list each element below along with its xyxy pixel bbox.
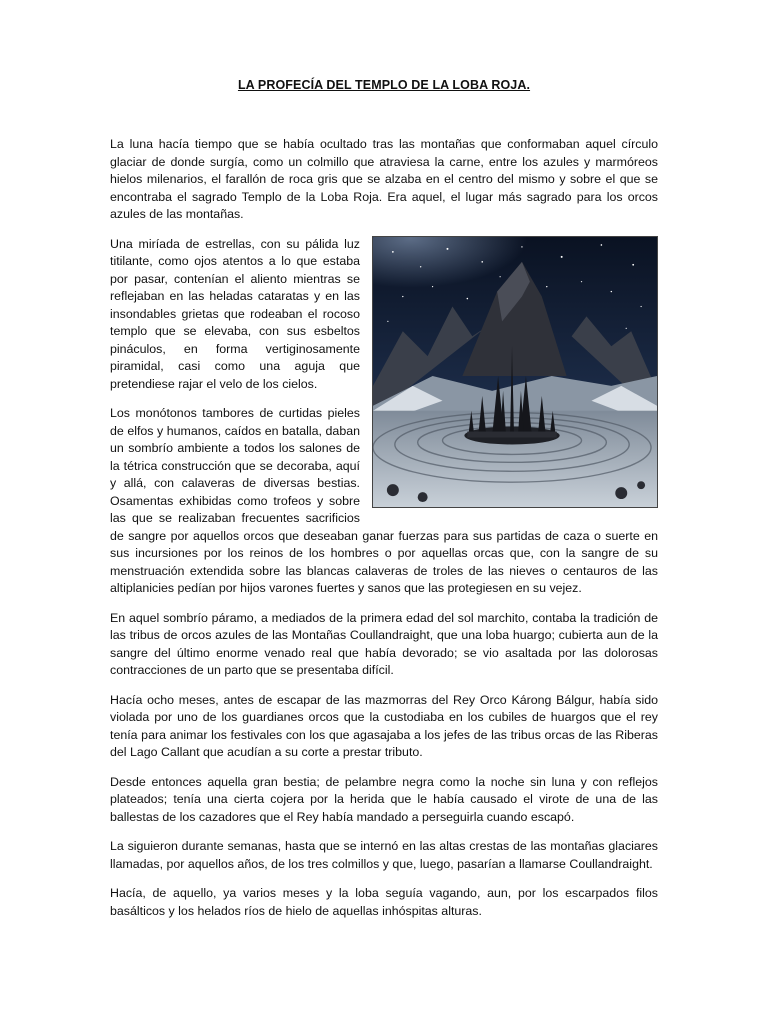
paragraph-6: Desde entonces aquella gran bestia; de pelambre negra como la noche sin luna y con reflejos plateados; tenía una cierta cojera por la herida que le había causado el virote de una de las ballestas de los cazadores que el Rey había mandado a perseguirla cuando escapó. (110, 774, 658, 824)
paragraph-8: Hacía, de aquello, ya varios meses y la loba seguía vagando, aun, por los escarpados filos basálticos y los helados ríos de hielo de aquellas inhóspitas alturas. (110, 886, 658, 918)
paragraph-2: Una miríada de estrellas, con su pálida luz titilante, como ojos atentos a lo que estaba por pasar, contenían el aliento mientras se reflejaban en las heladas cataratas y en las insondables grietas que rodeaban el rocoso templo que se elevaba, con sus esbeltos pináculos, en forma vertiginosamente piramidal, casi como una aguja que pretendiese rajar el velo de los cielos. (110, 236, 360, 391)
temple-illustration-svg (373, 237, 657, 507)
document-title: LA PROFECÍA DEL TEMPLO DE LA LOBA ROJA. (237, 78, 531, 92)
temple-illustration (372, 236, 658, 508)
paragraph-4: En aquel sombrío páramo, a mediados de la primera edad del sol marchito, contaba la tradición de las tribus de orcos azules de las Montañas Coullandraight, que una loba huargo; cubierta aun de la sangre del último enorme venado real que había devorado; se vio asaltada por las dolorosas contracciones de un parto que se presentaba difícil. (110, 610, 658, 677)
paragraph-3: Los monótonos tambores de curtidas pieles de elfos y humanos, caídos en batalla, daban un sombrío ambiente a todos los salones de la tétrica construcción que se decoraba, aquí y allá, con calaveras de diversas bestias. Osamentas exhibidas como trofeos y sobre las que se realizaban frecuentes sacrificios de sangre por aquellos orcos que deseaban ganar fuerzas para sus partidas de caza o suerte en sus incursiones por los reinos de los hombres o por aquellas orcas que, con la sangre de su menstruación extendida sobre las blancas calaveras de troles de las nieves o centauros de las altiplanicies pedían por hijos varones fuertes y sanos que las protegiesen en su vejez. (110, 406, 658, 595)
paragraph-5: Hacía ocho meses, antes de escapar de las mazmorras del Rey Orco Károng Bálgur, había sido violada por uno de los guardianes orcos que la custodiaba en los cubiles de huargos que el rey tenía para animar los festivales con los que agasajaba a los jefes de las tribus orcas de las Riberas del Lago Callant que acudían a su corte a prestar tributo. (110, 692, 658, 759)
paragraph-7: La siguieron durante semanas, hasta que se internó en las altas crestas de las montañas glaciares llamadas, por aquellos años, de los tres colmillos y que, luego, pasarían a llamarse Coullandraight. (110, 839, 658, 871)
paragraph-1: La luna hacía tiempo que se había ocultado tras las montañas que conformaban aquel círculo glaciar de donde surgía, como un colmillo que atraviesa la carne, entre los azules y marmóreos hielos milenarios, el farallón de roca gris que se alzaba en el centro del mismo y sobre el que se encontraba el sagrado Templo de la Loba Roja. Era aquel, el lugar más sagrado para los orcos azules de las montañas. (110, 137, 658, 221)
